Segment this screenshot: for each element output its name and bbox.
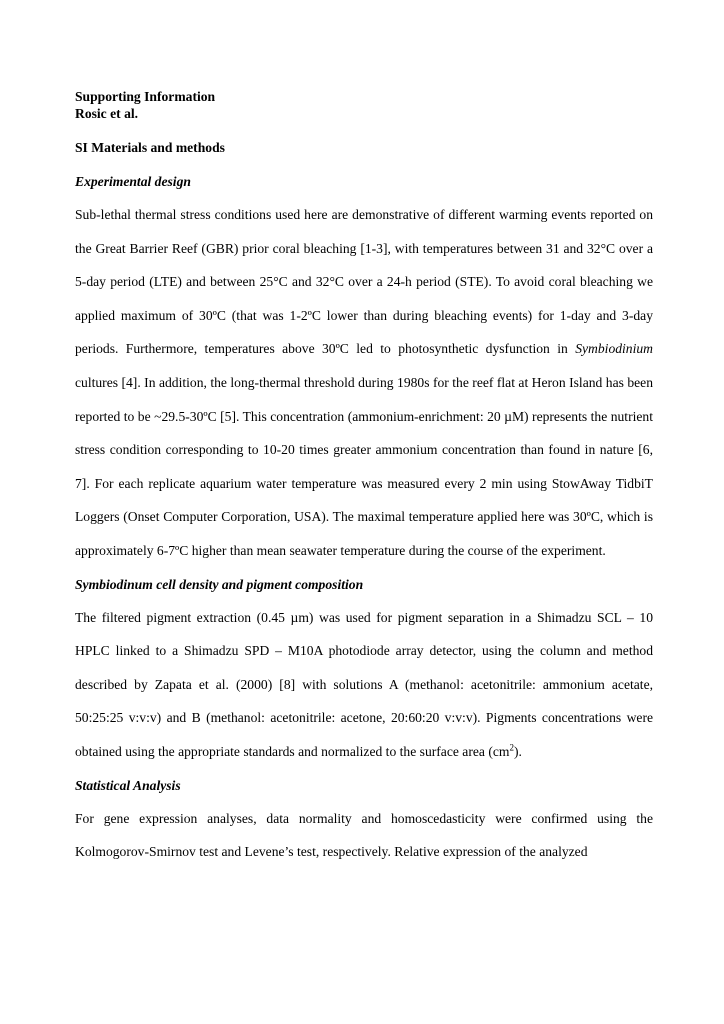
header-authors: Rosic et al. [75, 106, 139, 121]
species-name: Symbiodinium [575, 341, 653, 357]
subsection-experimental-design: Experimental design [75, 174, 191, 189]
paragraph-text: The filtered pigment extraction (0.45 µm) was used for pigment separation in a Shimadzu SCL – 10 HPLC linked to a Shimadzu SPD – M10A photodiode array detector, using the column and method described by Zapata et al. (2000) [8] with solutions A (methanol: acetonitrile: ammonium acetate, 50:25:25 v:v:v) and B (methanol: acetonitrile: acetone, 20:60:20 v:v:v). Pigments concentrations were obtained using the appropriate standards and normalized to the surface area (cm [75, 609, 653, 759]
paragraph-text: ). [513, 743, 522, 759]
subsection-statistical: Statistical Analysis [75, 777, 181, 793]
subsection-pigment: Symbiodinum cell density and pigment composition [75, 576, 364, 592]
paragraph-experimental-design [75, 198, 653, 568]
section-title: SI Materials and methods [75, 140, 225, 155]
superscript: 2 [509, 742, 514, 753]
paragraph-statistical: For gene expression analyses, data normality and homoscedasticity were confirmed using the Kolmogorov-Smirnov test and Levene’s test, respectively. Relative expression of the analyzed [75, 810, 653, 860]
header-title: Supporting Information [75, 89, 216, 104]
paragraph-text: cultures [4]. In addition, the long-thermal threshold during 1980s for the reef flat at Heron Island has been reported to be ~29.5-30ºC [5]. This concentration (ammonium-enrichment: 20 µM) represents the nutrient stress condition corresponding to 10-20 times greater ammonium concentration than found in nature [6, 7]. For each replicate aquarium water temperature was measured every 2 min using StowAway TidbiT Loggers (Onset Computer Corporation, USA). The maximal temperature applied here was 30ºC, which is approximately 6-7ºC higher than mean seawater temperature during the course of the experiment. [75, 374, 653, 558]
document-page [75, 88, 653, 869]
paragraph-text: Sub-lethal thermal stress conditions used here are demonstrative of different warming events reported on the Great Barrier Reef (GBR) prior coral bleaching [1-3], with temperatures between 31 and 32°C over a 5-day period (LTE) and between 25°C and 32°C over a 24-h period (STE). To avoid coral bleaching we applied maximum of 30ºC (that was 1-2ºC lower than during bleaching events) for 1-day and 3-day periods. Furthermore, temperatures above 30ºC led to photosynthetic dysfunction in [75, 207, 653, 357]
paragraph-pigment [75, 601, 653, 769]
